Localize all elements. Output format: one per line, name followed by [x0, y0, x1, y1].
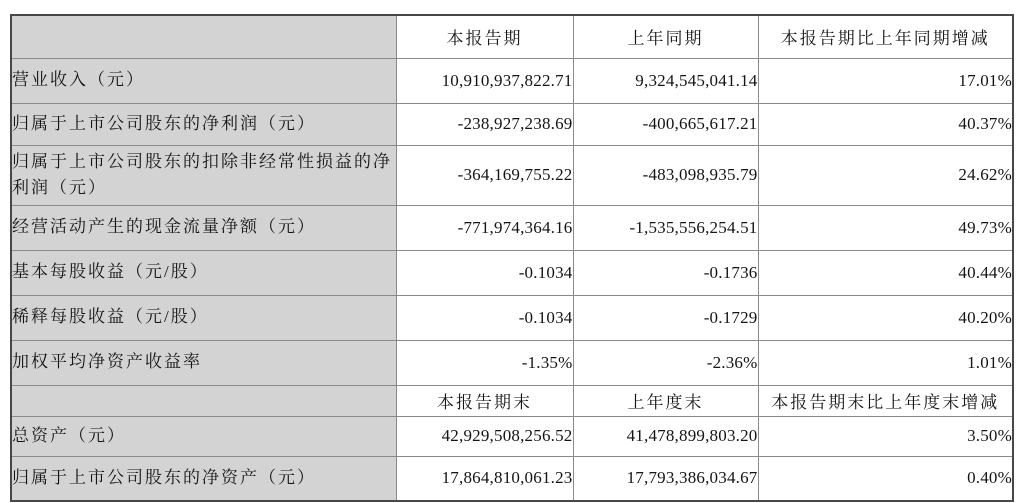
- prior-period-value: -400,665,617.21: [573, 103, 758, 145]
- metric-label: 营业收入（元）: [11, 58, 396, 103]
- table-row-net-profit: [11, 103, 1013, 145]
- current-period-value: -0.1034: [396, 295, 573, 340]
- table-row-operating-cash-flow: [11, 205, 1013, 250]
- metric-label: 归属于上市公司股东的净资产（元）: [11, 456, 396, 501]
- current-period-value: -238,927,238.69: [396, 103, 573, 145]
- current-period-value: -1.35%: [396, 340, 573, 385]
- empty-corner-cell: [11, 385, 396, 416]
- table-row-basic-eps: [11, 250, 1013, 295]
- current-period-value: -0.1034: [396, 250, 573, 295]
- prior-period-value: 17,793,386,034.67: [573, 456, 758, 501]
- prior-year-end-header: 上年度末: [573, 385, 758, 416]
- table-row-diluted-eps: [11, 295, 1013, 340]
- yoy-change-value: 0.40%: [758, 456, 1013, 501]
- table-row-total-assets: [11, 416, 1013, 456]
- yoy-change-value: 3.50%: [758, 416, 1013, 456]
- prior-period-value: -483,098,935.79: [573, 145, 758, 205]
- metric-label: 经营活动产生的现金流量净额（元）: [11, 205, 396, 250]
- current-period-end-header: 本报告期末: [396, 385, 573, 416]
- yoy-change-header: 本报告期比上年同期增减: [758, 15, 1013, 58]
- period-header-row: [11, 15, 1013, 58]
- current-period-value: 10,910,937,822.71: [396, 58, 573, 103]
- prior-period-value: -2.36%: [573, 340, 758, 385]
- prior-period-value: -1,535,556,254.51: [573, 205, 758, 250]
- current-period-value: -771,974,364.16: [396, 205, 573, 250]
- empty-corner-cell: [11, 15, 396, 58]
- metric-label: 加权平均净资产收益率: [11, 340, 396, 385]
- yoy-change-value: 1.01%: [758, 340, 1013, 385]
- table-row-net-assets: [11, 456, 1013, 501]
- metric-label: 基本每股收益（元/股）: [11, 250, 396, 295]
- prior-period-value: 9,324,545,041.14: [573, 58, 758, 103]
- period-end-header-row: [11, 385, 1013, 416]
- current-period-value: 17,864,810,061.23: [396, 456, 573, 501]
- financial-summary-table: [10, 14, 1014, 502]
- yoy-change-value: 40.44%: [758, 250, 1013, 295]
- metric-label: 总资产（元）: [11, 416, 396, 456]
- metric-label: 归属于上市公司股东的扣除非经常性损益的净利润（元）: [11, 145, 396, 205]
- current-period-value: 42,929,508,256.52: [396, 416, 573, 456]
- table-row-operating-revenue: [11, 58, 1013, 103]
- yoy-change-value: 49.73%: [758, 205, 1013, 250]
- prior-period-value: 41,478,899,803.20: [573, 416, 758, 456]
- yoy-change-value: 40.20%: [758, 295, 1013, 340]
- yoy-change-value: 24.62%: [758, 145, 1013, 205]
- current-period-value: -364,169,755.22: [396, 145, 573, 205]
- period-end-change-header: 本报告期末比上年度末增减: [758, 385, 1013, 416]
- prior-period-header: 上年同期: [573, 15, 758, 58]
- table-row-net-profit-excl-nonrecurring: [11, 145, 1013, 205]
- metric-label: 稀释每股收益（元/股）: [11, 295, 396, 340]
- metric-label: 归属于上市公司股东的净利润（元）: [11, 103, 396, 145]
- current-period-header: 本报告期: [396, 15, 573, 58]
- yoy-change-value: 40.37%: [758, 103, 1013, 145]
- prior-period-value: -0.1729: [573, 295, 758, 340]
- prior-period-value: -0.1736: [573, 250, 758, 295]
- table-row-weighted-avg-roe: [11, 340, 1013, 385]
- yoy-change-value: 17.01%: [758, 58, 1013, 103]
